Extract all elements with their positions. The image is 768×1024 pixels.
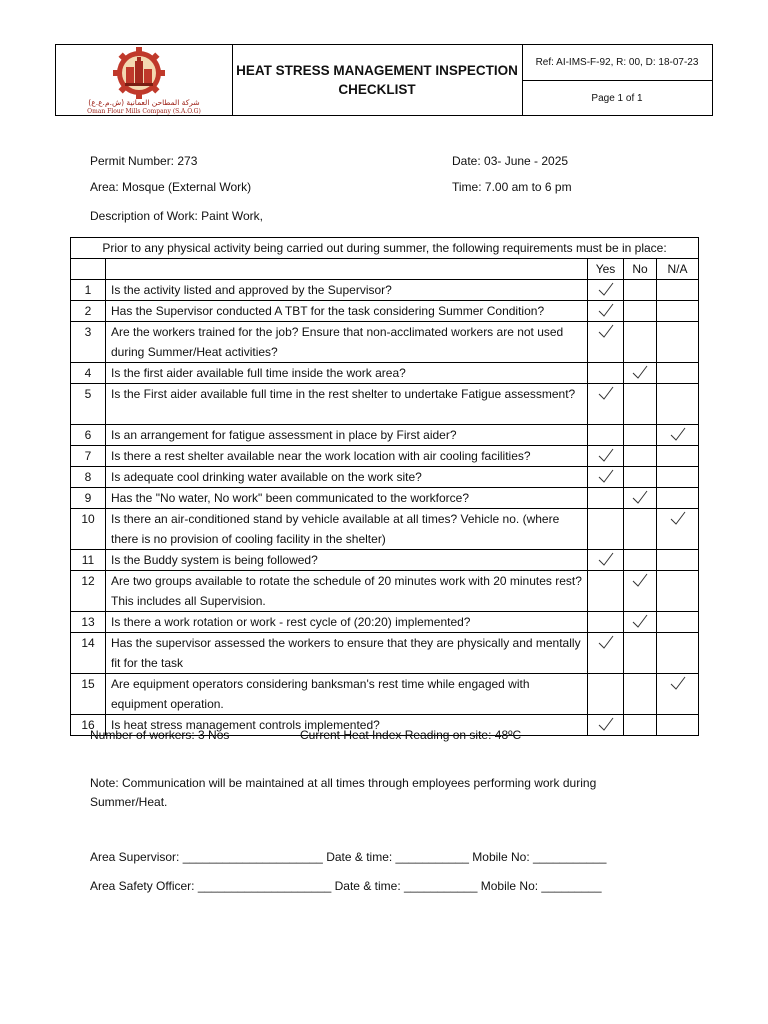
answer-yes-cell [588,301,624,322]
checklist-row [71,509,699,550]
date: Date: 03- June - 2025 [452,154,569,168]
answer-no-cell [624,509,657,550]
checklist-row [71,280,699,301]
answer-na-cell [657,715,699,736]
checkmark-icon [631,613,649,629]
answer-yes-cell [588,384,624,425]
question-text: Are two groups available to rotate the schedule of 20 minutes work with 20 minutes rest? This includes all Supervision. [106,571,588,612]
checklist-row [71,446,699,467]
work-description: Description of Work: Paint Work, [90,209,263,223]
column-na: N/A [657,259,699,280]
note-line-2: Summer/Heat. [90,795,168,809]
reference-number: Ref: AI-IMS-F-92, R: 00, D: 18-07-23 [522,45,712,81]
checkmark-icon [597,716,615,732]
answer-na-cell [657,363,699,384]
answer-no-cell [624,674,657,715]
checklist-row [71,363,699,384]
answer-na-cell [657,550,699,571]
checkmark-icon [597,634,615,650]
question-text: Has the "No water, No work" been communicated to the workforce? [106,488,588,509]
checklist-row [71,384,699,425]
row-number: 2 [71,301,106,322]
intro-row [71,238,699,259]
question-text: Is an arrangement for fatigue assessment in place by First aider? [106,425,588,446]
answer-no-cell [624,467,657,488]
number-of-workers: Number of workers: 3 Nos [90,728,230,742]
answer-no-cell [624,363,657,384]
header-blank-question [106,259,588,280]
checkmark-icon [631,489,649,505]
answer-no-cell [624,488,657,509]
area-safety-officer-line: Area Safety Officer: ____________________ Date & time: ___________ Mobile No: _________ [90,879,602,893]
answer-yes-cell [588,446,624,467]
company-logo [56,45,233,115]
question-text: Is heat stress management controls implemented? [106,715,588,736]
checkmark-icon [597,385,615,401]
checklist-row [71,488,699,509]
answer-no-cell [624,715,657,736]
checklist-row [71,571,699,612]
svg-text:Oman Flour Mills Company (S.A.: Oman Flour Mills Company (S.A.O.G) [87,108,201,115]
checkmark-icon [597,281,615,297]
checkmark-icon [597,302,615,318]
question-text: Is the Buddy system is being followed? [106,550,588,571]
answer-no-cell [624,633,657,674]
checkmark-icon [597,551,615,567]
question-text: Is the activity listed and approved by the Supervisor? [106,280,588,301]
permit-number: Permit Number: 273 [90,154,198,168]
row-number: 15 [71,674,106,715]
checklist-row [71,550,699,571]
answer-na-cell [657,425,699,446]
note [90,774,596,812]
answer-yes-cell [588,571,624,612]
answer-na-cell [657,509,699,550]
question-text: Has the Supervisor conducted A TBT for the task considering Summer Condition? [106,301,588,322]
checklist-row [71,322,699,363]
column-header-row [71,259,699,280]
checkmark-icon [669,510,687,526]
row-number: 1 [71,280,106,301]
checklist-row [71,425,699,446]
row-number: 14 [71,633,106,674]
answer-yes-cell [588,509,624,550]
row-number: 6 [71,425,106,446]
answer-no-cell [624,571,657,612]
row-number: 16 [71,715,106,736]
title-line-1: HEAT STRESS MANAGEMENT INSPECTION [236,63,518,78]
checklist-row [71,467,699,488]
checklist-table [70,237,699,736]
page-number: Page 1 of 1 [591,92,643,104]
answer-na-cell [657,571,699,612]
question-text: Is there an air-conditioned stand by vehicle available at all times? Vehicle no. (where there is no provision of cooling facility in the shelter) [106,509,588,550]
answer-na-cell [657,446,699,467]
answer-yes-cell [588,488,624,509]
checklist-row [71,612,699,633]
answer-yes-cell [588,715,624,736]
checklist-row [71,674,699,715]
column-yes: Yes [588,259,624,280]
checkmark-icon [669,675,687,691]
answer-na-cell [657,488,699,509]
checkmark-icon [631,572,649,588]
question-text: Is there a work rotation or work - rest cycle of (20:20) implemented? [106,612,588,633]
row-number: 11 [71,550,106,571]
answer-na-cell [657,633,699,674]
answer-no-cell [624,612,657,633]
document-title [232,45,523,115]
checkmark-icon [631,364,649,380]
checkmark-icon [597,468,615,484]
area: Area: Mosque (External Work) [90,180,252,194]
answer-no-cell [624,425,657,446]
checklist-row [71,301,699,322]
answer-na-cell [657,301,699,322]
title-line-2: CHECKLIST [338,82,416,97]
row-number: 4 [71,363,106,384]
row-number: 3 [71,322,106,363]
row-number: 13 [71,612,106,633]
oman-flour-mills-logo-icon [56,45,232,115]
answer-yes-cell [588,633,624,674]
answer-yes-cell [588,425,624,446]
answer-yes-cell [588,363,624,384]
answer-yes-cell [588,322,624,363]
answer-na-cell [657,384,699,425]
question-text: Is adequate cool drinking water available on the work site? [106,467,588,488]
answer-na-cell [657,322,699,363]
answer-yes-cell [588,612,624,633]
answer-no-cell [624,384,657,425]
answer-na-cell [657,674,699,715]
column-no: No [624,259,657,280]
answer-yes-cell [588,550,624,571]
question-text: Are equipment operators considering banksman's rest time while engaged with equipment operation. [106,674,588,715]
answer-na-cell [657,280,699,301]
answer-no-cell [624,280,657,301]
question-text: Are the workers trained for the job? Ensure that non-acclimated workers are not used during Summer/Heat activities? [106,322,588,363]
answer-no-cell [624,301,657,322]
question-text: Has the supervisor assessed the workers to ensure that they are physically and mentally fit for the task [106,633,588,674]
row-number: 10 [71,509,106,550]
header-blank-num [71,259,106,280]
row-number: 9 [71,488,106,509]
checkmark-icon [669,426,687,442]
checkmark-icon [597,447,615,463]
row-number: 5 [71,384,106,425]
question-text: Is the First aider available full time in the rest shelter to undertake Fatigue assessment? [106,384,588,425]
answer-yes-cell [588,467,624,488]
answer-na-cell [657,612,699,633]
area-supervisor-line: Area Supervisor: _____________________ Date & time: ___________ Mobile No: ___________ [90,850,607,864]
answer-no-cell [624,322,657,363]
answer-yes-cell [588,280,624,301]
row-number: 7 [71,446,106,467]
row-number: 12 [71,571,106,612]
question-text: Is the first aider available full time inside the work area? [106,363,588,384]
document-header [55,44,713,116]
row-number: 8 [71,467,106,488]
svg-text:شركة المطاحن العمانية (ش.م.ع.ع: شركة المطاحن العمانية (ش.م.ع.ع) [88,98,200,107]
heat-index-reading: Current Heat Index Reading on site: 48ºC [300,728,522,742]
time: Time: 7.00 am to 6 pm [452,180,572,194]
question-text: Is there a rest shelter available near the work location with air cooling facilities? [106,446,588,467]
answer-no-cell [624,446,657,467]
answer-na-cell [657,467,699,488]
answer-yes-cell [588,674,624,715]
checkmark-icon [597,323,615,339]
intro-text: Prior to any physical activity being carried out during summer, the following requirements must be in place: [71,238,699,259]
checklist-row [71,633,699,674]
answer-no-cell [624,550,657,571]
note-line-1: Note: Communication will be maintained at all times through employees performing work during [90,776,597,790]
